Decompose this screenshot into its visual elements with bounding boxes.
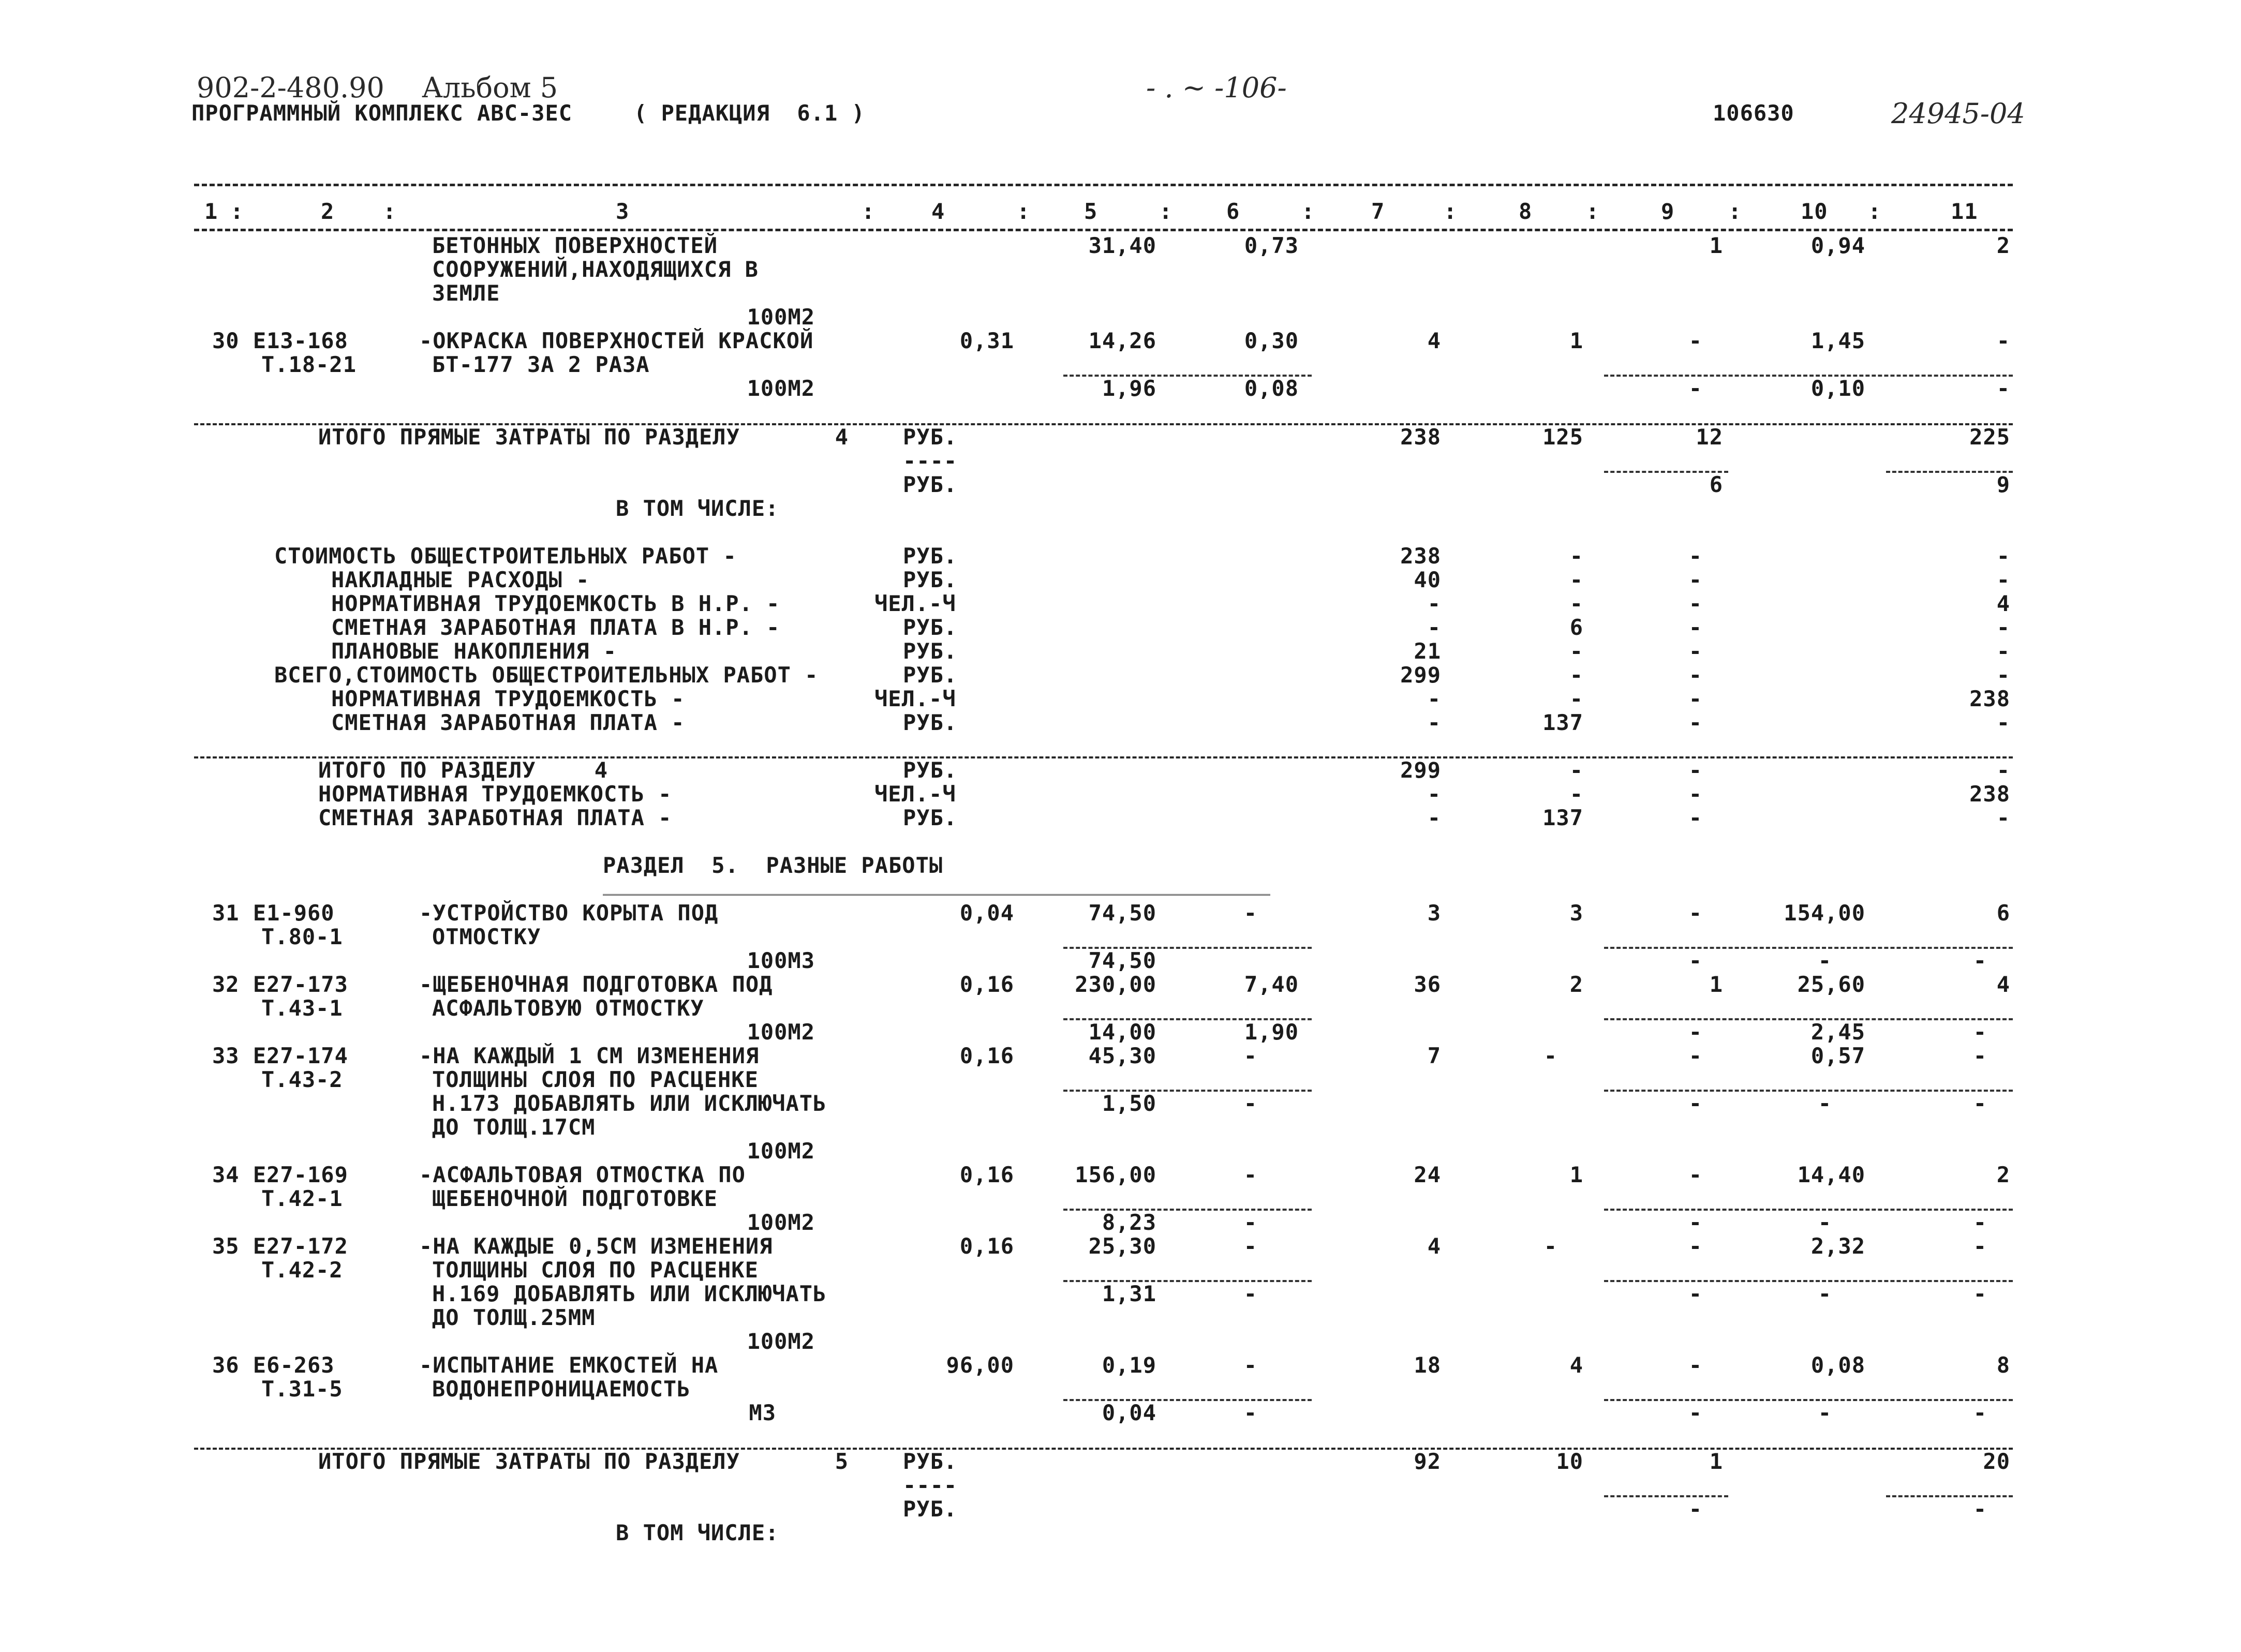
table-cell: 100М2 xyxy=(747,1138,815,1164)
table-cell: ИТОГО ПРЯМЫЕ ЗАТРАТЫ ПО РАЗДЕЛУ xyxy=(318,1449,740,1474)
table-cell: РУБ. xyxy=(903,1496,958,1522)
table-cell: - xyxy=(1973,1091,1987,1116)
table-cell: 8 xyxy=(1996,1352,2010,1378)
doc-number: 106630 xyxy=(1713,100,1794,126)
sub-rule xyxy=(1604,1399,2013,1401)
doc-code: 902-2-480.90 xyxy=(197,71,384,104)
table-cell: - xyxy=(1544,1233,1557,1259)
table-cell: 7,40 xyxy=(1244,972,1299,997)
table-cell: - xyxy=(1688,1091,1702,1116)
table-cell: 1 xyxy=(1569,1162,1583,1187)
table-cell: - xyxy=(1688,686,1702,711)
table-cell: 100М2 xyxy=(747,1329,815,1354)
table-cell: 100М2 xyxy=(747,376,815,401)
table-cell: ---- xyxy=(903,448,958,473)
sub-rule xyxy=(1063,1399,1312,1401)
table-cell: - xyxy=(1973,1019,1987,1045)
column-header-7: 7 xyxy=(1371,199,1385,224)
table-cell: 238 xyxy=(1400,543,1441,569)
table-cell: - xyxy=(1973,1496,1987,1522)
table-cell: - xyxy=(1427,710,1441,735)
album-label: Альбом 5 xyxy=(422,71,558,104)
table-cell: 18 xyxy=(1414,1352,1441,1378)
table-cell: -УСТРОЙСТВО КОРЫТА ПОД xyxy=(419,900,719,926)
table-cell: 31 Е1-960 xyxy=(212,900,335,926)
table-cell: Т.43-1 xyxy=(261,995,343,1021)
table-cell: СМЕТНАЯ ЗАРАБОТНАЯ ПЛАТА - xyxy=(318,805,672,830)
table-cell: - xyxy=(1818,1400,1832,1425)
table-cell: 4 xyxy=(1996,972,2010,997)
table-cell: 20 xyxy=(1983,1449,2010,1474)
table-cell: - xyxy=(1688,1210,1702,1235)
table-cell: ТОЛЩИНЫ СЛОЯ ПО РАСЦЕНКЕ xyxy=(432,1067,759,1092)
sub-rule xyxy=(1063,1209,1312,1211)
column-header-11: 11 xyxy=(1951,199,1978,224)
table-cell: 14,26 xyxy=(1088,328,1156,353)
table-cell: 1,96 xyxy=(1102,376,1156,401)
table-cell: 0,57 xyxy=(1810,1043,1865,1068)
table-cell: 6 xyxy=(1709,472,1723,497)
table-cell: - xyxy=(1243,900,1257,926)
table-cell: - xyxy=(1688,757,1702,783)
table-cell: 1 xyxy=(1709,1449,1723,1474)
table-cell: - xyxy=(1688,567,1702,592)
table-cell: - xyxy=(1243,1162,1257,1187)
table-cell: -ЩЕБЕНОЧНАЯ ПОДГОТОВКА ПОД xyxy=(419,972,773,997)
table-cell: - xyxy=(1569,781,1583,807)
table-cell: 34 Е27-169 xyxy=(212,1162,348,1187)
page-number-handwritten: - . ~ -106- xyxy=(1146,71,1287,104)
sub-rule xyxy=(1604,1209,2013,1211)
table-cell: - xyxy=(1688,543,1702,569)
table-cell: Т.42-1 xyxy=(261,1186,343,1211)
table-cell: ---- xyxy=(903,1472,958,1498)
table-cell: - xyxy=(1427,615,1441,640)
table-cell: 1,90 xyxy=(1244,1019,1299,1045)
table-cell: 30 Е13-168 xyxy=(212,328,348,353)
table-cell: - xyxy=(1243,1400,1257,1425)
table-cell: - xyxy=(1973,1281,1987,1306)
table-cell: РУБ. xyxy=(903,757,958,783)
table-cell: НОРМАТИВНАЯ ТРУДОЕМКОСТЬ В Н.Р. - xyxy=(331,591,780,616)
table-cell: - xyxy=(1688,1162,1702,1187)
table-cell: ИТОГО ПО РАЗДЕЛУ xyxy=(318,757,536,783)
table-cell: ОТМОСТКУ xyxy=(432,924,541,949)
table-cell: 2,32 xyxy=(1810,1233,1865,1259)
table-cell: - xyxy=(1569,662,1583,688)
table-cell: 100М2 xyxy=(747,1019,815,1045)
table-cell: 156,00 xyxy=(1075,1162,1156,1187)
edition-label: ( РЕДАКЦИЯ 6.1 ) xyxy=(634,100,865,126)
table-cell: - xyxy=(1688,948,1702,973)
sub-rule xyxy=(1604,1280,2013,1282)
column-header-8: 8 xyxy=(1519,199,1533,224)
table-cell: 9 xyxy=(1996,472,2010,497)
table-cell: 238 xyxy=(1969,781,2010,807)
table-cell: - xyxy=(1688,1281,1702,1306)
table-cell: - xyxy=(1688,900,1702,926)
table-cell: РУБ. xyxy=(903,543,958,569)
table-cell: РУБ. xyxy=(903,615,958,640)
table-cell: ИТОГО ПРЯМЫЕ ЗАТРАТЫ ПО РАЗДЕЛУ xyxy=(318,424,740,450)
table-cell: 36 xyxy=(1414,972,1441,997)
table-cell: - xyxy=(1688,1496,1702,1522)
table-cell: 0,08 xyxy=(1244,376,1299,401)
table-cell: 230,00 xyxy=(1075,972,1156,997)
table-cell: - xyxy=(1973,948,1987,973)
table-cell: - xyxy=(1427,781,1441,807)
table-cell: - xyxy=(1688,1233,1702,1259)
table-cell: 238 xyxy=(1400,424,1441,450)
table-cell: 154,00 xyxy=(1784,900,1865,926)
column-header-2: 2 xyxy=(321,199,335,224)
table-cell: 125 xyxy=(1542,424,1583,450)
column-separator: : xyxy=(1728,199,1742,224)
table-cell: 225 xyxy=(1969,424,2010,450)
table-cell: - xyxy=(1996,757,2010,783)
sub-rule xyxy=(1886,1495,2013,1497)
table-cell: - xyxy=(1688,710,1702,735)
table-cell: 0,19 xyxy=(1102,1352,1156,1378)
table-cell: СМЕТНАЯ ЗАРАБОТНАЯ ПЛАТА В Н.Р. - xyxy=(331,615,780,640)
table-cell: - xyxy=(1688,615,1702,640)
table-cell: БТ-177 ЗА 2 РАЗА xyxy=(432,352,650,377)
table-cell: - xyxy=(1569,567,1583,592)
table-cell: - xyxy=(1427,686,1441,711)
table-cell: - xyxy=(1569,757,1583,783)
table-cell: 4 xyxy=(594,757,608,783)
table-cell: 12 xyxy=(1696,424,1723,450)
table-cell: РУБ. xyxy=(903,805,958,830)
table-cell: - xyxy=(1996,543,2010,569)
table-cell: 0,16 xyxy=(959,1162,1014,1187)
table-cell: 0,30 xyxy=(1244,328,1299,353)
table-cell: - xyxy=(1688,328,1702,353)
table-cell: РУБ. xyxy=(903,472,958,497)
table-cell: 14,40 xyxy=(1797,1162,1865,1187)
table-cell: ПЛАНОВЫЕ НАКОПЛЕНИЯ - xyxy=(331,638,617,664)
table-cell: 0,04 xyxy=(959,900,1014,926)
table-cell: 74,50 xyxy=(1088,900,1156,926)
table-cell: - xyxy=(1569,543,1583,569)
table-cell: ТОЛЩИНЫ СЛОЯ ПО РАСЦЕНКЕ xyxy=(432,1257,759,1283)
sub-rule xyxy=(1604,1495,1728,1497)
table-cell: - xyxy=(1243,1352,1257,1378)
table-cell: 0,04 xyxy=(1102,1400,1156,1425)
table-cell: 1,50 xyxy=(1102,1091,1156,1116)
table-cell: 299 xyxy=(1400,757,1441,783)
table-cell: ЧЕЛ.-Ч xyxy=(874,781,956,807)
sub-rule xyxy=(1604,1090,2013,1092)
table-cell: 25,60 xyxy=(1797,972,1865,997)
table-cell: 4 xyxy=(1569,1352,1583,1378)
table-cell: 8,23 xyxy=(1102,1210,1156,1235)
table-cell: - xyxy=(1818,1210,1832,1235)
table-cell: 74,50 xyxy=(1088,948,1156,973)
column-separator: : xyxy=(862,199,875,224)
table-cell: 14,00 xyxy=(1088,1019,1156,1045)
table-cell: 40 xyxy=(1414,567,1441,592)
table-cell: - xyxy=(1996,805,2010,830)
table-cell: - xyxy=(1973,1043,1987,1068)
table-cell: ЧЕЛ.-Ч xyxy=(874,591,956,616)
table-cell: - xyxy=(1243,1043,1257,1068)
sub-rule xyxy=(1604,947,2013,949)
table-cell: 299 xyxy=(1400,662,1441,688)
table-cell: -ИСПЫТАНИЕ ЕМКОСТЕЙ НА xyxy=(419,1352,719,1378)
sub-rule xyxy=(1886,471,2013,473)
table-cell: НОРМАТИВНАЯ ТРУДОЕМКОСТЬ - xyxy=(318,781,672,807)
table-cell: ЩЕБЕНОЧНОЙ ПОДГОТОВКЕ xyxy=(432,1186,718,1211)
table-cell: - xyxy=(1688,1043,1702,1068)
column-header-1: 1 xyxy=(204,199,218,224)
program-title: ПРОГРАММНЫЙ КОМПЛЕКС АВС-3ЕС xyxy=(191,100,573,126)
table-cell: 92 xyxy=(1414,1449,1441,1474)
table-cell: ВОДОНЕПРОНИЦАЕМОСТЬ xyxy=(432,1376,691,1402)
table-cell: СМЕТНАЯ ЗАРАБОТНАЯ ПЛАТА - xyxy=(331,710,685,735)
table-cell: РУБ. xyxy=(903,567,958,592)
table-cell: РУБ. xyxy=(903,1449,958,1474)
table-cell: - xyxy=(1688,805,1702,830)
table-cell: 1,31 xyxy=(1102,1281,1156,1306)
table-cell: -ОКРАСКА ПОВЕРХНОСТЕЙ КРАСКОЙ xyxy=(419,328,814,353)
column-separator: : xyxy=(1444,199,1458,224)
table-cell: - xyxy=(1688,662,1702,688)
table-cell: БЕТОННЫХ ПОВЕРХНОСТЕЙ xyxy=(432,233,718,258)
table-cell: - xyxy=(1569,686,1583,711)
table-cell: 6 xyxy=(1569,615,1583,640)
table-cell: - xyxy=(1818,948,1832,973)
table-cell: - xyxy=(1973,1210,1987,1235)
table-cell: - xyxy=(1243,1281,1257,1306)
table-cell: РАЗДЕЛ 5. РАЗНЫЕ РАБОТЫ xyxy=(603,853,943,878)
table-cell: 137 xyxy=(1542,805,1583,830)
table-cell: - xyxy=(1243,1233,1257,1259)
table-cell: - xyxy=(1996,328,2010,353)
table-cell: 32 Е27-173 xyxy=(212,972,348,997)
table-cell: 4 xyxy=(1996,591,2010,616)
table-cell: ЧЕЛ.-Ч xyxy=(874,686,956,711)
table-cell: АСФАЛЬТОВУЮ ОТМОСТКУ xyxy=(432,995,704,1021)
table-cell: 4 xyxy=(835,424,849,450)
table-cell: - xyxy=(1818,1091,1832,1116)
table-cell: 7 xyxy=(1427,1043,1441,1068)
table-cell: ДО ТОЛЩ.25ММ xyxy=(432,1305,596,1330)
table-cell: - xyxy=(1996,376,2010,401)
table-cell: 1 xyxy=(1709,972,1723,997)
table-cell: -НА КАЖДЫЙ 1 СМ ИЗМЕНЕНИЯ xyxy=(419,1043,760,1068)
table-cell: РУБ. xyxy=(903,662,958,688)
table-cell: 0,16 xyxy=(959,1233,1014,1259)
table-cell: 0,31 xyxy=(959,328,1014,353)
table-cell: 31,40 xyxy=(1088,233,1156,258)
table-cell: - xyxy=(1427,805,1441,830)
column-separator: : xyxy=(230,199,244,224)
table-cell: - xyxy=(1427,591,1441,616)
table-cell: 1 xyxy=(1709,233,1723,258)
table-cell: 1 xyxy=(1569,328,1583,353)
table-cell: 35 Е27-172 xyxy=(212,1233,348,1259)
table-cell: Т.18-21 xyxy=(261,352,357,377)
table-cell: Т.31-5 xyxy=(261,1376,343,1402)
table-cell: М3 xyxy=(749,1400,776,1425)
table-cell: 3 xyxy=(1427,900,1441,926)
table-cell: - xyxy=(1688,781,1702,807)
table-cell: 0,16 xyxy=(959,1043,1014,1068)
table-cell: РУБ. xyxy=(903,710,958,735)
table-cell: - xyxy=(1973,1400,1987,1425)
table-cell: - xyxy=(1996,567,2010,592)
table-cell: - xyxy=(1996,615,2010,640)
column-separator: : xyxy=(383,199,397,224)
table-cell: РУБ. xyxy=(903,424,958,450)
table-cell: Т.80-1 xyxy=(261,924,343,949)
sub-rule xyxy=(1063,1090,1312,1092)
column-separator: : xyxy=(1868,199,1882,224)
table-cell: 45,30 xyxy=(1088,1043,1156,1068)
table-cell: 96,00 xyxy=(946,1352,1014,1378)
table-cell: 2 xyxy=(1996,1162,2010,1187)
column-header-5: 5 xyxy=(1084,199,1098,224)
table-cell: - xyxy=(1996,710,2010,735)
table-cell: СТОИМОСТЬ ОБЩЕСТРОИТЕЛЬНЫХ РАБОТ - xyxy=(274,543,737,569)
table-cell: Т.43-2 xyxy=(261,1067,343,1092)
column-header-3: 3 xyxy=(616,199,630,224)
table-cell: 25,30 xyxy=(1088,1233,1156,1259)
table-cell: 0,08 xyxy=(1810,1352,1865,1378)
table-cell: - xyxy=(1688,1352,1702,1378)
table-cell: ЗЕМЛЕ xyxy=(432,280,500,306)
table-cell: 0,16 xyxy=(959,972,1014,997)
table-cell: 100М2 xyxy=(747,1210,815,1235)
sub-rule xyxy=(1604,1018,2013,1020)
table-cell: - xyxy=(1569,591,1583,616)
table-cell: 100М3 xyxy=(747,948,815,973)
sub-rule xyxy=(1063,1280,1312,1282)
table-cell: - xyxy=(1818,1281,1832,1306)
sub-rule xyxy=(1604,375,2013,377)
table-cell: Т.42-2 xyxy=(261,1257,343,1283)
table-cell: - xyxy=(1688,638,1702,664)
table-cell: -НА КАЖДЫЕ 0,5СМ ИЗМЕНЕНИЯ xyxy=(419,1233,773,1259)
table-cell: 2,45 xyxy=(1810,1019,1865,1045)
table-cell: - xyxy=(1569,638,1583,664)
table-cell: 0,94 xyxy=(1810,233,1865,258)
table-cell: - xyxy=(1973,1233,1987,1259)
table-cell: 4 xyxy=(1427,1233,1441,1259)
table-cell: СООРУЖЕНИЙ,НАХОДЯЩИХСЯ В xyxy=(432,257,759,282)
table-cell: 0,73 xyxy=(1244,233,1299,258)
table-cell: 5 xyxy=(835,1449,849,1474)
table-cell: 238 xyxy=(1969,686,2010,711)
table-cell: Н.169 ДОБАВЛЯТЬ ИЛИ ИСКЛЮЧАТЬ xyxy=(432,1281,827,1306)
table-cell: - xyxy=(1688,1400,1702,1425)
table-cell: - xyxy=(1688,1019,1702,1045)
table-cell: 6 xyxy=(1996,900,2010,926)
table-cell: 10 xyxy=(1556,1449,1583,1474)
column-separator: : xyxy=(1017,199,1031,224)
header-bottom-rule xyxy=(194,229,2013,231)
table-cell: 137 xyxy=(1542,710,1583,735)
table-cell: ДО ТОЛЩ.17СМ xyxy=(432,1114,596,1140)
table-cell: -АСФАЛЬТОВАЯ ОТМОСТКА ПО xyxy=(419,1162,746,1187)
table-cell: - xyxy=(1688,376,1702,401)
table-cell: 100М2 xyxy=(747,304,815,330)
column-header-10: 10 xyxy=(1801,199,1828,224)
table-cell: 21 xyxy=(1414,638,1441,664)
table-cell: Н.173 ДОБАВЛЯТЬ ИЛИ ИСКЛЮЧАТЬ xyxy=(432,1091,827,1116)
table-cell: 1,45 xyxy=(1810,328,1865,353)
table-cell: - xyxy=(1996,662,2010,688)
table-cell: - xyxy=(1688,591,1702,616)
table-cell: 0,10 xyxy=(1810,376,1865,401)
column-header-4: 4 xyxy=(931,199,945,224)
table-cell: ВСЕГО,СТОИМОСТЬ ОБЩЕСТРОИТЕЛЬНЫХ РАБОТ - xyxy=(274,662,819,688)
table-cell: 24 xyxy=(1414,1162,1441,1187)
table-cell: 33 Е27-174 xyxy=(212,1043,348,1068)
table-cell: 2 xyxy=(1996,233,2010,258)
column-separator: : xyxy=(1301,199,1315,224)
column-header-6: 6 xyxy=(1226,199,1240,224)
table-cell: 4 xyxy=(1427,328,1441,353)
table-cell: - xyxy=(1243,1210,1257,1235)
section-title-underline xyxy=(603,894,1270,896)
stamp-number: 24945-04 xyxy=(1891,97,2025,130)
column-separator: : xyxy=(1159,199,1173,224)
table-cell: 36 Е6-263 xyxy=(212,1352,335,1378)
column-header-9: 9 xyxy=(1661,199,1675,224)
table-cell: - xyxy=(1544,1043,1557,1068)
table-cell: РУБ. xyxy=(903,638,958,664)
table-cell: - xyxy=(1996,638,2010,664)
table-cell: 3 xyxy=(1569,900,1583,926)
table-cell: В ТОМ ЧИСЛЕ: xyxy=(616,1520,779,1545)
table-cell: В ТОМ ЧИСЛЕ: xyxy=(616,496,779,521)
table-top-rule xyxy=(194,184,2013,186)
table-cell: НОРМАТИВНАЯ ТРУДОЕМКОСТЬ - xyxy=(331,686,685,711)
column-separator: : xyxy=(1586,199,1600,224)
table-cell: - xyxy=(1243,1091,1257,1116)
table-cell: НАКЛАДНЫЕ РАСХОДЫ - xyxy=(331,567,590,592)
table-cell: 2 xyxy=(1569,972,1583,997)
